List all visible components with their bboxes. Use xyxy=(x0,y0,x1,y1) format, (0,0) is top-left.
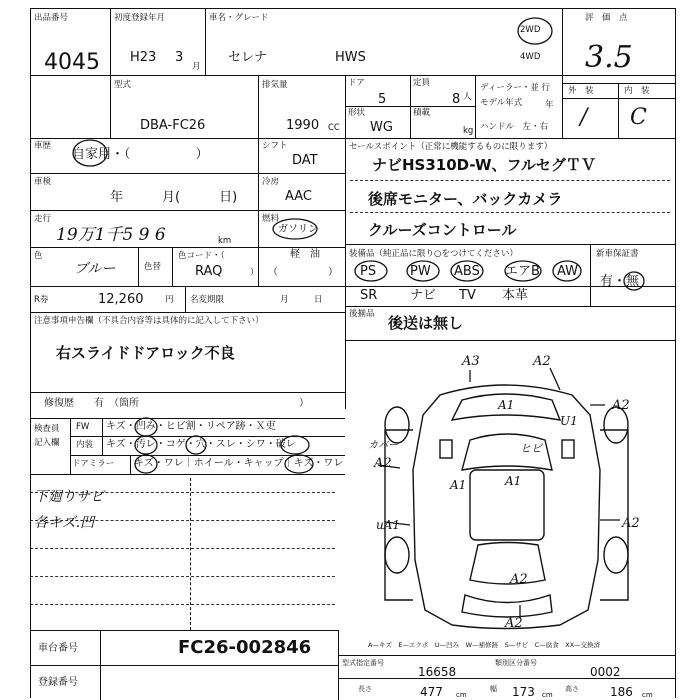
inspector-label-2: 記入欄 xyxy=(34,438,60,448)
handwritten-note: 下廻りサビ xyxy=(34,489,104,505)
equip-ps: PS xyxy=(360,264,377,279)
rule xyxy=(30,630,338,631)
cc-unit: CC xyxy=(328,123,340,133)
rule xyxy=(30,392,345,393)
drive-2wd: 2WD xyxy=(520,25,541,35)
sales-point-1: ナビHS310D-W、フルセグＴＶ xyxy=(372,156,596,174)
handwritten-note: 各キズ.凹 xyxy=(34,515,95,531)
rule xyxy=(345,340,675,341)
rule xyxy=(30,286,675,287)
top-border xyxy=(30,8,675,9)
color: ブルー xyxy=(74,261,116,277)
post-delivery-label: 後揃品 xyxy=(349,309,375,319)
shift: DAT xyxy=(292,153,318,168)
rule xyxy=(110,8,111,138)
model-grade-label: 車名・グレード xyxy=(209,13,269,23)
rule xyxy=(258,75,259,138)
load-label: 積載 xyxy=(413,108,431,118)
equip-aw: AW xyxy=(557,264,579,279)
rule xyxy=(30,312,345,313)
usage-value: 自家用・（ ） xyxy=(72,147,209,162)
recycle-label: R券 xyxy=(34,295,49,305)
usage-label: 車歴 xyxy=(34,141,52,151)
rule xyxy=(562,8,563,138)
doors-label: ドア xyxy=(348,78,365,88)
lot-label: 出品番号 xyxy=(34,13,69,23)
length: 477 xyxy=(420,685,443,699)
rule xyxy=(30,210,345,211)
rule xyxy=(30,418,345,419)
equip-tv: TV xyxy=(459,288,476,303)
damage-mark: A1 xyxy=(450,478,467,492)
name-change-value: 月 日 xyxy=(280,295,323,305)
inspector-row-name: FW xyxy=(76,422,90,432)
grade: HWS xyxy=(335,50,366,65)
damage-mark: U1 xyxy=(560,414,578,428)
rule xyxy=(30,138,675,139)
equipment-label: 装備品（純正品に限り○をつけてください） xyxy=(349,249,518,259)
rule xyxy=(475,75,476,138)
chassis-type-label: 型式 xyxy=(114,80,132,90)
damage-mark: A2 xyxy=(505,616,523,631)
inspector-row-value: キズ・汚レ・コゲ・穴・スレ・シワ・破レ xyxy=(106,439,296,450)
rule xyxy=(30,247,345,248)
sales-points-label: セールスポイント（正常に機能するものに限ります） xyxy=(349,142,553,152)
cm-unit: cm xyxy=(456,691,467,699)
first-reg-year: H23 xyxy=(130,50,157,65)
exterior-label: 外 装 xyxy=(568,86,594,96)
rule xyxy=(345,306,675,307)
sales-point-3: クルーズコントロール xyxy=(368,221,517,239)
rule xyxy=(258,138,259,286)
damage-mark: A3 xyxy=(462,354,480,369)
inspection-value: 年 月( 日) xyxy=(110,190,238,205)
warranty-label: 新車保証書 xyxy=(596,249,639,259)
inspector-label-1: 検査員 xyxy=(34,424,60,434)
repair-history: 修復歴 有 （箇所 ） xyxy=(44,398,309,409)
category: 0002 xyxy=(590,665,621,679)
model-name: セレナ xyxy=(228,50,268,65)
recycle-amount: 12,260 xyxy=(98,292,144,307)
yen-unit: 円 xyxy=(165,295,174,305)
damage-mark: ヒビ xyxy=(520,442,542,455)
cm-unit: cm xyxy=(542,691,553,699)
damage-mark: A2 xyxy=(533,354,551,369)
capacity: 8 xyxy=(452,92,461,107)
shape: WG xyxy=(370,120,393,135)
color-label: 色 xyxy=(34,251,43,261)
equip-abs: ABS xyxy=(454,264,480,279)
exterior-grade: / xyxy=(580,105,588,130)
rule xyxy=(205,8,206,75)
notes-label: 注意事項申告欄（不具合内容等は具体的に記入して下さい） xyxy=(34,316,264,326)
rule xyxy=(338,678,675,679)
color-code-label: 色コード・（ xyxy=(178,251,225,261)
cm-unit: cm xyxy=(642,691,653,699)
damage-mark: A1 xyxy=(505,474,522,488)
fuel-other: （ ） xyxy=(268,267,338,278)
displacement: 1990 xyxy=(286,118,320,133)
damage-mark: A1 xyxy=(498,398,515,412)
equip-airbag: エアB xyxy=(505,264,540,279)
drive-4wd: 4WD xyxy=(520,52,541,62)
equip-sr: SR xyxy=(360,288,378,303)
lot-number: 4045 xyxy=(44,50,100,75)
equip-navi: ナビ xyxy=(410,288,437,303)
inspector-row-value: キズ・凹み・ヒビ割・リペア跡・Ｘ吏 xyxy=(106,421,276,432)
rule xyxy=(345,244,675,245)
fuel-diesel: 軽 油 xyxy=(290,249,320,260)
width: 173 xyxy=(512,685,535,699)
height-label: 高さ xyxy=(565,685,579,693)
mileage: 19万1千5 9 6 xyxy=(56,225,166,245)
length-label: 長さ xyxy=(358,685,372,693)
score: 3.5 xyxy=(585,40,633,75)
mileage-label: 走行 xyxy=(34,214,52,224)
rule xyxy=(345,75,346,409)
rule xyxy=(30,173,345,174)
km-unit: km xyxy=(218,236,232,246)
color-code: RAQ xyxy=(195,264,223,279)
rule xyxy=(338,655,675,656)
year-unit: 年 xyxy=(545,100,554,110)
capacity-unit: 人 xyxy=(463,92,472,102)
chassis-type: DBA-FC26 xyxy=(140,118,206,133)
equip-pw: PW xyxy=(410,264,431,279)
color-code-close: ） xyxy=(250,268,259,278)
left-border xyxy=(30,8,31,698)
kg-unit: kg xyxy=(463,126,474,136)
category-label: 類別区分番号 xyxy=(495,659,537,667)
capacity-label: 定員 xyxy=(413,78,431,88)
color-change-label: 色替 xyxy=(144,262,162,272)
height: 186 xyxy=(610,685,633,699)
rule xyxy=(30,665,338,666)
interior-grade: C xyxy=(630,105,647,130)
notes-content: 右スライドドアロック不良 xyxy=(56,344,235,362)
frame-label: 車台番号 xyxy=(38,643,78,654)
damage-mark: A2 xyxy=(510,572,528,587)
model-year-label: モデル年式 xyxy=(480,98,523,108)
equip-leather: 本革 xyxy=(502,288,529,303)
interior-label: 内 装 xyxy=(624,86,650,96)
inspector-row-name: 内装 xyxy=(76,440,94,450)
first-reg-month: 3 xyxy=(175,50,184,65)
frame-number: FC26-002846 xyxy=(178,637,312,658)
damage-mark: A2 xyxy=(622,516,640,531)
shift-label: シフト xyxy=(262,141,288,151)
name-change-label: 名変期限 xyxy=(190,295,225,305)
inspection-label: 車検 xyxy=(34,177,52,187)
damage-mark: A2 xyxy=(612,398,630,413)
doors: 5 xyxy=(378,92,387,107)
damage-mark: A2 xyxy=(374,456,392,471)
dealer-label: ディーラー・並 行 xyxy=(480,83,551,93)
inspector-row-name: ドアミラー xyxy=(72,459,115,469)
type-approval-label: 型式指定番号 xyxy=(342,659,384,667)
registration-label: 登録番号 xyxy=(38,677,78,688)
width-label: 幅 xyxy=(490,685,497,693)
damage-mark: カバー xyxy=(368,440,398,451)
first-reg-label: 初度登録年月 xyxy=(114,13,166,23)
rule xyxy=(30,75,675,76)
right-border xyxy=(675,8,676,698)
damage-mark: uA1 xyxy=(376,518,401,532)
rule xyxy=(590,244,591,306)
type-approval: 16658 xyxy=(418,665,457,679)
score-label: 評 価 点 xyxy=(585,13,628,23)
handle-label: ハンドル 左・右 xyxy=(480,122,549,132)
rule xyxy=(100,630,101,700)
month-unit: 月 xyxy=(192,62,201,72)
displacement-label: 排気量 xyxy=(262,80,288,90)
ac-label: 冷房 xyxy=(262,177,280,187)
fuel-gasoline: ガソリン xyxy=(278,224,318,235)
rule xyxy=(338,630,339,700)
shape-label: 形状 xyxy=(348,108,366,118)
post-delivery-value: 後送は無し xyxy=(388,314,464,332)
warranty-value: 有・無 xyxy=(600,274,640,289)
fuel-label: 燃料 xyxy=(262,214,280,224)
ac: AAC xyxy=(285,189,312,204)
sales-point-2: 後席モニター、バックカメラ xyxy=(368,190,563,208)
damage-legend: A—キズ E—エクボ U—凹み W—補修跡 S—サビ C—腐食 XX—交換済 xyxy=(368,641,601,649)
inspector-row-value: キズ・ワレ｜ホイール・キャップ｜キズ・ワレ xyxy=(134,458,344,469)
